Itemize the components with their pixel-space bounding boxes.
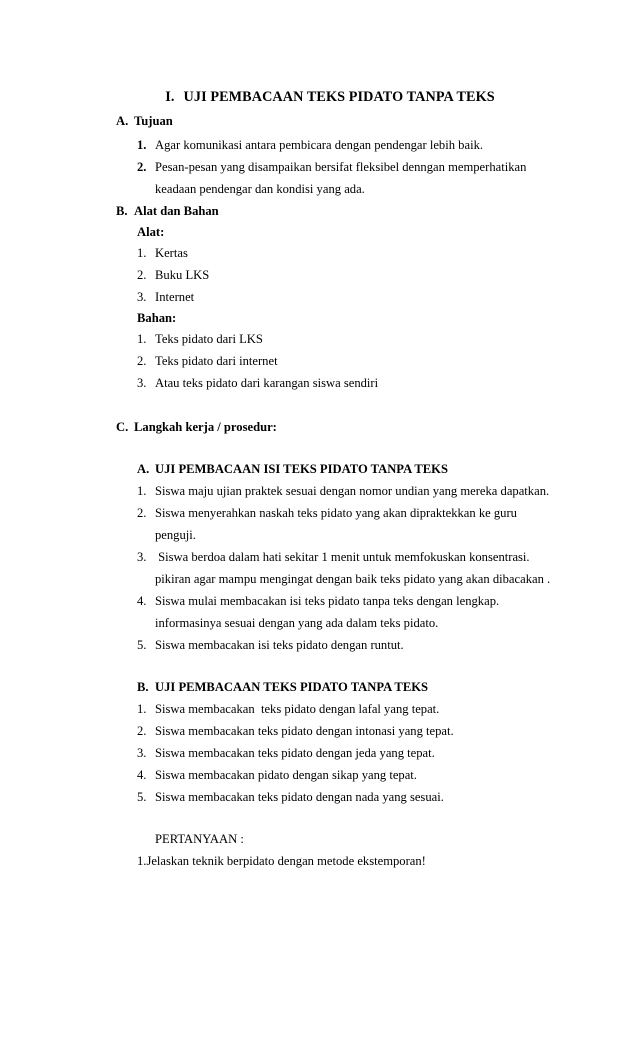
item-number: 4.: [137, 768, 147, 782]
section-a-marker: A.: [116, 114, 129, 128]
section-c-heading: [116, 419, 277, 435]
item-text: Pesan-pesan yang disampaikan bersifat fleksibel denngan memperhatikan: [155, 160, 527, 174]
list-item: [137, 745, 435, 761]
title-numeral: I.: [165, 89, 175, 105]
list-item: 2. Teks pidato dari internet: [137, 354, 278, 368]
list-item: [137, 767, 417, 783]
item-text: Teks pidato dari internet: [155, 354, 278, 368]
item-text: Siswa menyerahkan naskah teks pidato yang akan dipraktekkan ke guru: [155, 506, 517, 520]
list-item: [137, 701, 439, 717]
alat-label: Alat:: [137, 225, 165, 239]
item-text: Siswa mulai membacakan isi teks pidato tanpa teks dengan lengkap.: [155, 594, 500, 608]
list-item: [137, 593, 499, 609]
item-text: Agar komunikasi antara pembicara dengan pendengar lebih baik.: [155, 138, 484, 152]
list-item: [137, 137, 483, 153]
item-text: Siswa membacakan isi teks pidato dengan runtut.: [155, 638, 404, 652]
list-item: [137, 637, 404, 653]
item-text: Buku LKS: [155, 268, 210, 282]
item-text: Siswa membacakan teks pidato dengan jeda yang tepat.: [155, 746, 435, 760]
item-number: 3.: [137, 550, 147, 564]
list-item: 3. Internet: [137, 290, 195, 304]
subsection-a-heading: [137, 461, 448, 477]
item-text: Siswa membacakan teks pidato dengan lafal yang tepat.: [155, 702, 440, 716]
subsection-title: UJI PEMBACAAN TEKS PIDATO TANPA TEKS: [155, 680, 429, 694]
section-c-title: Langkah kerja / prosedur:: [134, 420, 277, 434]
list-item: 1. Teks pidato dari LKS: [137, 332, 263, 346]
subsection-marker: A.: [137, 462, 150, 476]
item-number: 2.: [137, 160, 147, 174]
subsection-b-heading: [137, 679, 428, 695]
section-a-heading: [116, 113, 173, 129]
item-text: Siswa berdoa dalam hati sekitar 1 menit untuk memfokuskan konsentrasi.: [155, 550, 530, 564]
list-item: 3. Atau teks pidato dari karangan siswa sendiri: [137, 376, 379, 390]
page-title: [0, 89, 638, 106]
subsection-marker: B.: [137, 680, 149, 694]
list-item: [137, 483, 549, 499]
list-item: [137, 159, 526, 175]
item-text: Siswa maju ujian praktek sesuai dengan nomor undian yang mereka dapatkan.: [155, 484, 550, 498]
subsection-title: UJI PEMBACAAN ISI TEKS PIDATO TANPA TEKS: [155, 462, 448, 476]
item-text: Atau teks pidato dari karangan siswa sendiri: [155, 376, 379, 390]
item-continuation: informasinya sesuai dengan yang ada dalam teks pidato.: [155, 616, 439, 630]
item-number: 4.: [137, 594, 147, 608]
item-number: 1.: [137, 702, 147, 716]
item-text: Internet: [155, 290, 195, 304]
item-text: Siswa membacakan teks pidato dengan nada yang sesuai.: [155, 790, 444, 804]
list-item: [137, 505, 517, 521]
item-continuation: keadaan pendengar dan kondisi yang ada.: [155, 182, 365, 196]
list-item: [137, 723, 454, 739]
item-continuation: penguji.: [155, 528, 196, 542]
item-number: 1.: [137, 484, 147, 498]
list-item: 1. Kertas: [137, 246, 188, 260]
item-number: 5.: [137, 790, 147, 804]
item-text: Siswa membacakan pidato dengan sikap yang tepat.: [155, 768, 417, 782]
item-text: Kertas: [155, 246, 188, 260]
section-b-title: Alat dan Bahan: [134, 204, 219, 218]
item-number: 3.: [137, 746, 147, 760]
item-number: 2.: [137, 724, 147, 738]
section-c-marker: C.: [116, 420, 129, 434]
item-continuation: pikiran agar mampu mengingat dengan baik teks pidato yang akan dibacakan .: [155, 572, 551, 586]
item-text: Teks pidato dari LKS: [155, 332, 263, 346]
item-number: 2.: [137, 506, 147, 520]
section-b-marker: B.: [116, 204, 128, 218]
question-item: 1.Jelaskan teknik berpidato dengan metode ekstemporan!: [137, 854, 426, 868]
bahan-label: Bahan:: [137, 311, 177, 325]
list-item: [137, 789, 444, 805]
section-b-heading: [116, 203, 219, 219]
title-text: UJI PEMBACAAN TEKS PIDATO TANPA TEKS: [183, 89, 495, 105]
item-number: 5.: [137, 638, 147, 652]
section-a-title: Tujuan: [134, 114, 173, 128]
item-number: 1.: [137, 138, 147, 152]
item-text: Siswa membacakan teks pidato dengan intonasi yang tepat.: [155, 724, 454, 738]
pertanyaan-label: PERTANYAAN :: [155, 832, 244, 846]
list-item: 2. Buku LKS: [137, 268, 210, 282]
list-item: [137, 549, 530, 565]
